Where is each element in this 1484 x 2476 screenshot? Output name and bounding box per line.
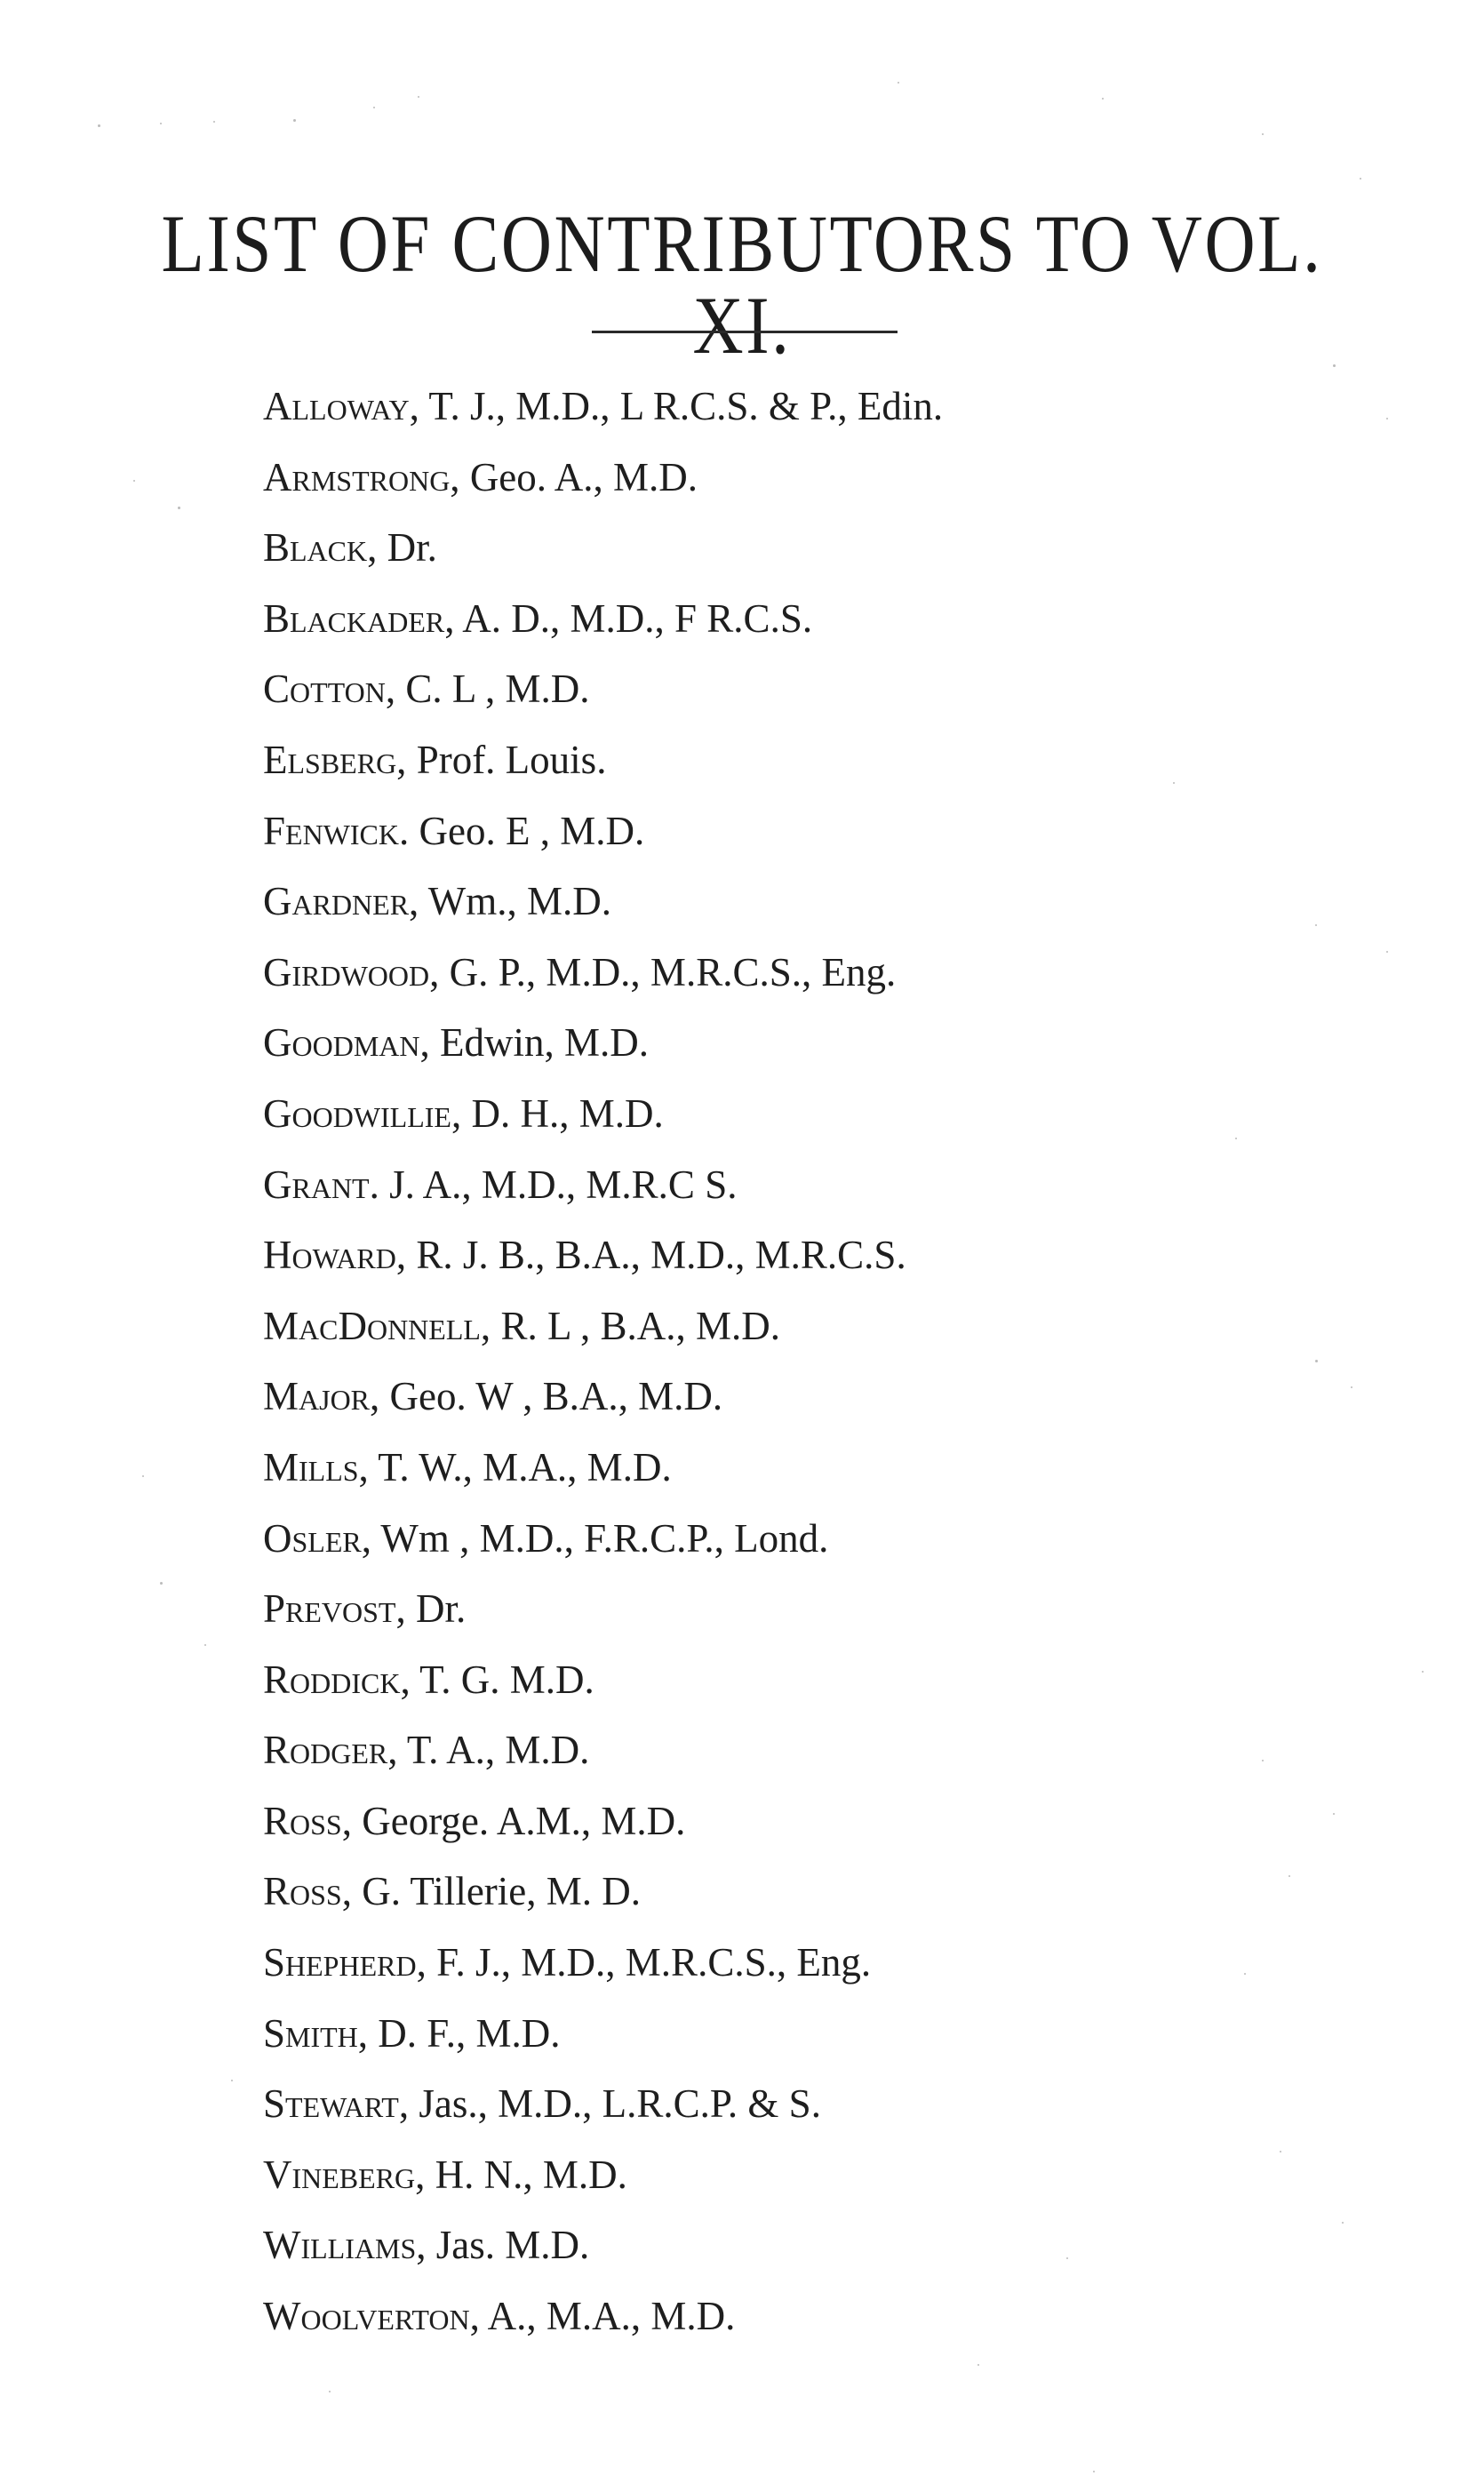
contributor-entry bbox=[263, 2140, 943, 2211]
scan-speck bbox=[898, 82, 899, 84]
contributor-surname: Rodger, bbox=[263, 1728, 398, 1773]
contributor-credentials: Prof. Louis. bbox=[406, 737, 607, 782]
contributor-surname: Stewart, bbox=[263, 2081, 410, 2127]
scan-speck bbox=[1173, 782, 1175, 784]
contributor-surname: Shepherd, bbox=[263, 1940, 427, 1985]
scan-speck bbox=[1342, 2222, 1344, 2224]
contributor-entry bbox=[263, 1786, 943, 1857]
scan-speck bbox=[1280, 2151, 1281, 2153]
contributor-surname: Armstrong, bbox=[263, 454, 460, 499]
contributor-entry bbox=[263, 1645, 943, 1716]
contributor-entry bbox=[263, 1079, 943, 1150]
contributor-surname: Cotton, bbox=[263, 667, 396, 712]
contributor-entry bbox=[263, 443, 943, 514]
contributor-credentials: D. F., M.D. bbox=[368, 2010, 561, 2056]
scan-speck bbox=[160, 1582, 163, 1585]
scan-speck bbox=[1351, 1386, 1352, 1388]
contributor-surname: Girdwood, bbox=[263, 949, 440, 994]
scan-speck bbox=[1289, 1875, 1290, 1877]
contributor-credentials: F. J., M.D., M.R.C.S., Eng. bbox=[426, 1940, 872, 1985]
contributor-surname: Howard, bbox=[263, 1233, 407, 1278]
contributor-surname: Woolverton, bbox=[263, 2294, 480, 2339]
contributor-entry bbox=[263, 1574, 943, 1645]
contributor-surname: Alloway, bbox=[263, 384, 419, 428]
contributor-entry bbox=[263, 1504, 943, 1575]
contributor-entry bbox=[263, 513, 943, 584]
scan-speck bbox=[418, 96, 419, 98]
contributor-surname: Williams, bbox=[263, 2223, 427, 2268]
scan-speck bbox=[213, 121, 215, 123]
contributor-credentials: T. W., M.A., M.D. bbox=[368, 1444, 672, 1490]
scan-speck bbox=[373, 107, 375, 108]
contributor-surname: Fenwick. bbox=[263, 808, 410, 853]
contributor-surname: Vineberg, bbox=[263, 2152, 426, 2197]
contributor-entry bbox=[263, 2069, 943, 2140]
contributor-credentials: T. G. M.D. bbox=[410, 1657, 594, 1702]
contributor-surname: Black, bbox=[263, 525, 378, 571]
contributor-credentials: Dr. bbox=[405, 1586, 467, 1632]
contributor-credentials: R. L , B.A., M.D. bbox=[491, 1303, 781, 1348]
contributor-entry bbox=[263, 1362, 943, 1433]
contributor-entry bbox=[263, 654, 943, 725]
contributor-credentials: A., M.A., M.D. bbox=[479, 2294, 736, 2339]
contributor-entry bbox=[263, 1220, 943, 1291]
contributor-surname: Goodwillie, bbox=[263, 1090, 462, 1136]
contributor-credentials: C. L , M.D. bbox=[395, 667, 590, 712]
contributor-entry bbox=[263, 2210, 943, 2281]
contributor-credentials: Dr. bbox=[377, 525, 437, 571]
contributor-credentials: Edwin, M.D. bbox=[429, 1020, 649, 1066]
contributor-entry bbox=[263, 371, 943, 443]
contributor-entry bbox=[263, 1433, 943, 1504]
scan-speck bbox=[1333, 1813, 1335, 1815]
scan-speck bbox=[1262, 133, 1264, 135]
scan-speck bbox=[1235, 1138, 1237, 1139]
contributor-surname: Smith, bbox=[263, 2010, 369, 2056]
scan-speck bbox=[1386, 951, 1388, 953]
scan-speck bbox=[160, 123, 162, 124]
scan-speck bbox=[977, 2364, 979, 2366]
scan-speck bbox=[1333, 364, 1336, 367]
contributor-surname: Elsberg, bbox=[263, 737, 407, 782]
contributor-entry bbox=[263, 1999, 943, 2070]
contributor-credentials: G. P., M.D., M.R.C.S., Eng. bbox=[439, 949, 897, 994]
scan-speck bbox=[1066, 2257, 1068, 2259]
contributor-surname: MacDonnell, bbox=[263, 1303, 491, 1348]
contributor-credentials: R. J. B., B.A., M.D., M.R.C.S. bbox=[406, 1233, 906, 1278]
contributor-credentials: G. Tillerie, M. D. bbox=[351, 1869, 642, 1914]
contributor-surname: Blackader, bbox=[263, 595, 455, 641]
contributor-entry bbox=[263, 725, 943, 796]
contributor-surname: Gardner, bbox=[263, 879, 419, 924]
contributor-list bbox=[263, 371, 943, 2352]
contributor-surname: Ross, bbox=[263, 1869, 352, 1914]
scan-speck bbox=[1315, 924, 1317, 926]
contributor-credentials: Wm., M.D. bbox=[419, 879, 611, 924]
contributor-credentials: T. A., M.D. bbox=[397, 1728, 590, 1773]
contributor-credentials: J. A., M.D., M.R.C S. bbox=[379, 1162, 738, 1207]
contributor-credentials: Geo. E , M.D. bbox=[409, 808, 645, 853]
contributor-surname: Prevost, bbox=[263, 1586, 406, 1632]
contributor-entry bbox=[263, 796, 943, 867]
scan-speck bbox=[1315, 1360, 1318, 1362]
contributor-entry bbox=[263, 1291, 943, 1362]
contributor-surname: Grant. bbox=[263, 1162, 379, 1207]
page-title: LIST OF CONTRIBUTORS TO VOL. XI. bbox=[161, 198, 1323, 371]
contributor-entry bbox=[263, 938, 943, 1009]
scan-speck bbox=[204, 1644, 206, 1646]
contributor-surname: Roddick, bbox=[263, 1657, 411, 1702]
scan-speck bbox=[1244, 1973, 1246, 1975]
contributor-credentials: T. J., M.D., L R.C.S. & P., Edin. bbox=[419, 384, 944, 428]
scan-speck bbox=[133, 480, 135, 482]
contributor-credentials: A. D., M.D., F R.C.S. bbox=[454, 595, 813, 641]
scan-speck bbox=[293, 119, 296, 122]
contributor-credentials: Geo. W , B.A., M.D. bbox=[379, 1374, 723, 1419]
contributor-entry bbox=[263, 1715, 943, 1786]
scan-speck bbox=[1262, 1760, 1264, 1761]
contributor-entry bbox=[263, 867, 943, 938]
contributor-entry bbox=[263, 1008, 943, 1079]
contributor-credentials: Jas., M.D., L.R.C.P. & S. bbox=[409, 2081, 821, 2127]
contributor-credentials: H. N., M.D. bbox=[425, 2152, 627, 2197]
scan-speck bbox=[1093, 2471, 1095, 2472]
scan-speck bbox=[142, 1475, 144, 1477]
scan-speck bbox=[1360, 178, 1361, 180]
contributor-surname: Goodman, bbox=[263, 1020, 430, 1066]
scan-speck bbox=[231, 2080, 233, 2081]
contributor-credentials: D. H., M.D. bbox=[461, 1090, 664, 1136]
contributor-credentials: Jas. M.D. bbox=[426, 2223, 590, 2268]
contributor-surname: Osler, bbox=[263, 1515, 371, 1561]
title-rule bbox=[592, 331, 898, 333]
contributor-surname: Mills, bbox=[263, 1444, 369, 1490]
contributor-entry bbox=[263, 1150, 943, 1221]
contributor-surname: Ross, bbox=[263, 1798, 352, 1843]
scan-speck bbox=[1422, 1671, 1424, 1673]
contributor-credentials: Geo. A., M.D. bbox=[459, 454, 698, 499]
contributor-entry bbox=[263, 2281, 943, 2352]
contributor-entry bbox=[263, 1928, 943, 1999]
scan-speck bbox=[1102, 98, 1104, 100]
contributor-credentials: Wm , M.D., F.R.C.P., Lond. bbox=[371, 1515, 829, 1561]
scan-speck bbox=[329, 2391, 331, 2392]
scan-speck bbox=[1386, 418, 1388, 419]
scan-speck bbox=[178, 507, 180, 509]
contributor-surname: Major, bbox=[263, 1374, 380, 1419]
contributor-credentials: George. A.M., M.D. bbox=[351, 1798, 686, 1843]
scan-speck bbox=[98, 124, 100, 127]
contributor-entry bbox=[263, 1857, 943, 1928]
contributor-entry bbox=[263, 584, 943, 655]
